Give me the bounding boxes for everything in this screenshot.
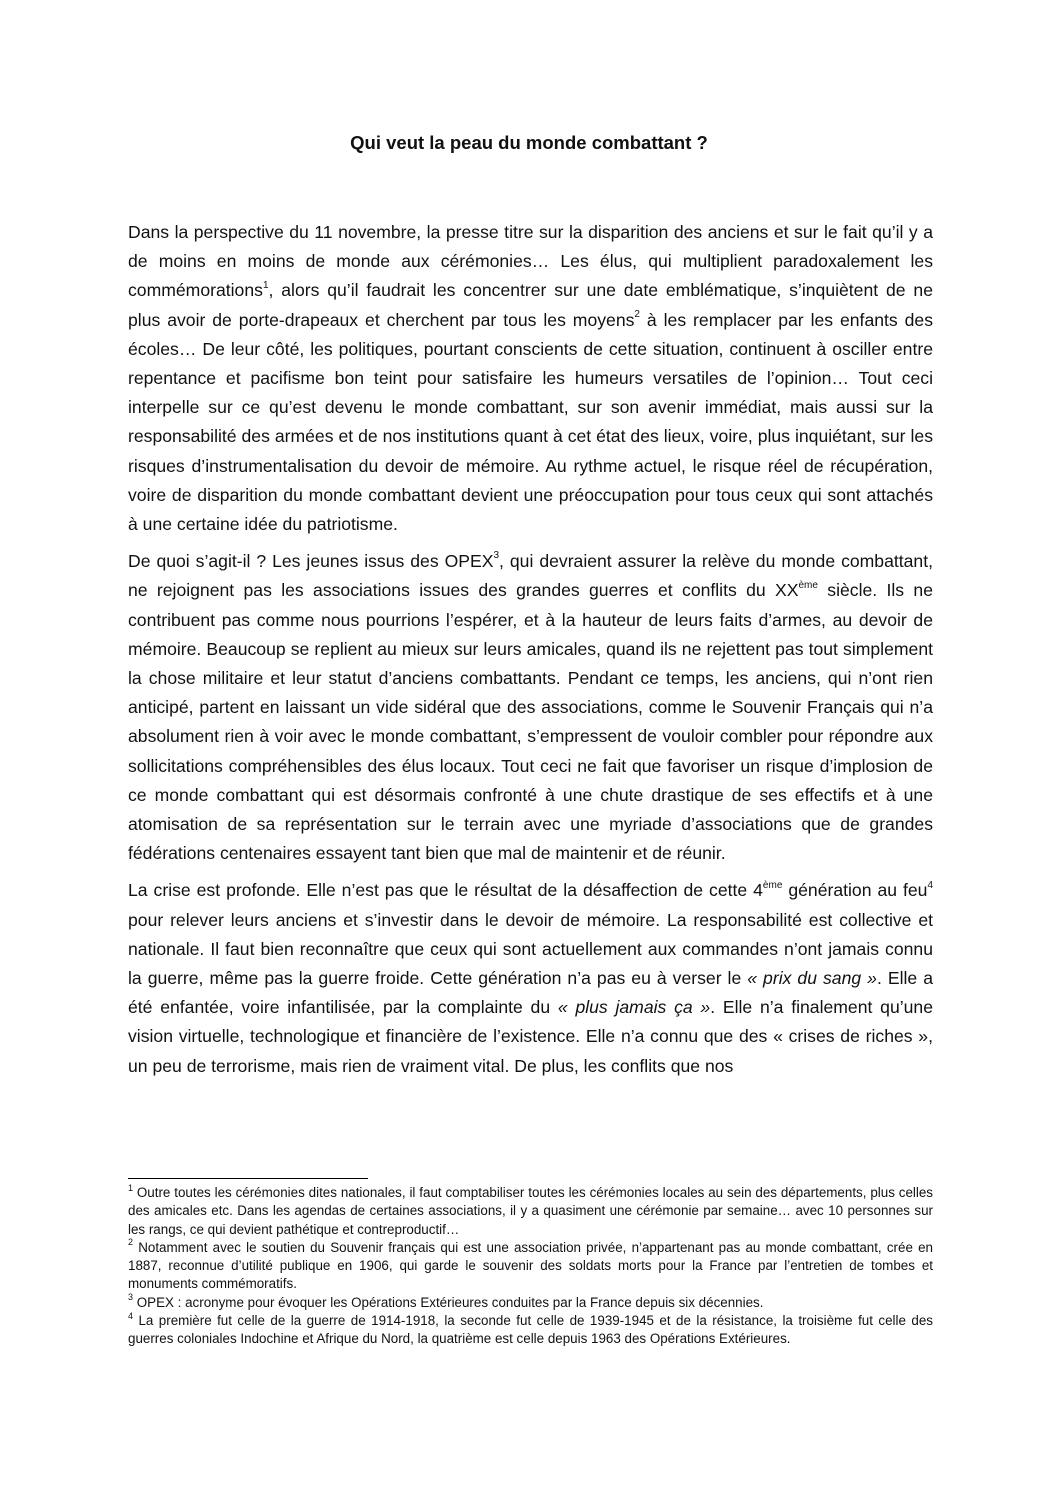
footnote-4 [128,1312,933,1349]
quoted-phrase: « prix du sang » [747,968,877,989]
footnote-3 [128,1294,933,1312]
footnote-text: Notamment avec le soutien du Souvenir français qui est une association privée, n’appartenant pas au monde combattant, crée en 1887, reconnue d’utilité publique en 1906, qui garde le souvenir des soldats morts pour la France par l’entretien de tombes et monuments commémoratifs. [128,1239,933,1292]
ordinal-superscript: ème [762,879,783,891]
footnote-ref-3: 3 [493,550,500,562]
ordinal-superscript: ème [798,579,818,591]
footnote-number: 2 [128,1237,134,1248]
paragraph-text: La crise est profonde. Elle n’est pas que le résultat de la désaffection de cette 4 [128,880,763,901]
footnote-2 [128,1239,933,1294]
footnote-1 [128,1184,933,1239]
footnote-ref-4: 4 [927,879,934,891]
paragraph-1 [128,218,933,539]
paragraph-text: . Elle a été enfantée, voire infantilisée, par la complainte du [128,968,933,1018]
quoted-phrase: « plus jamais ça » [557,997,711,1018]
footnote-text: Outre toutes les cérémonies dites nationales, il faut comptabiliser toutes les cérémonies locales au sein des départements, plus celles des amicales etc. Dans les agendas de certaines associations, il y a quasiment une cérémonie par semaine… avec 10 personnes sur les rangs, ce qui devient pathétique et contreproductif… [128,1185,933,1237]
paragraph-text: pour relever leurs anciens et s’investir dans le devoir de mémoire. La responsabilité est collective et nationale. Il faut bien reconnaître que ceux qui sont actuellement aux commandes n’ont jamais connu la guerre, même pas la guerre froide. Cette génération n’a pas eu à verser le [128,909,933,989]
footnote-number: 3 [128,1292,134,1303]
footnote-text: OPEX : acronyme pour évoquer les Opérations Extérieures conduites par la France depuis six décennies. [133,1294,764,1310]
paragraph-text: Dans la perspective du 11 novembre, la presse titre sur la disparition des anciens et sur le fait qu’il y a de moins en moins de monde aux cérémonies… Les élus, qui multiplient paradoxalement les commémorations [128,222,933,301]
footnote-number: 1 [128,1182,134,1193]
paragraph-3 [128,876,933,1080]
footnotes-section [128,1184,933,1349]
footnote-text: La première fut celle de la guerre de 1914-1918, la seconde fut celle de 1939-1945 et de la résistance, la troisième fut celle des guerres coloniales Indochine et Afrique du Nord, la quatrième est celle depuis 1963 des Opérations Extérieures. [128,1313,933,1347]
paragraph-text: , alors qu’il faudrait les concentrer sur une date emblématique, s’inquiètent de ne plus avoir de porte-drapeaux et cherchent par tous les moyens [128,280,933,330]
footnote-ref-1: 1 [262,279,269,291]
paragraph-text: De quoi s’agit-il ? Les jeunes issus des OPEX [128,551,494,572]
paragraph-text: . Elle n’a finalement qu’une vision virtuelle, technologique et financière de l’existence. Elle n’a connu que des « crises de riches », un peu de terrorisme, mais rien de vraiment vital. De plus, les conflits que nos [128,997,933,1076]
paragraph-2 [128,547,933,868]
paragraph-text: à les remplacer par les enfants des écoles… De leur côté, les politiques, pourtant conscients de cette situation, continuent à osciller entre repentance et pacifisme bon teint pour satisfaire les humeurs versatiles de l’opinion… Tout ceci interpelle sur ce qu’est devenu le monde combattant, sur son avenir immédiat, mais aussi sur la responsabilité des armées et de nos institutions quant à cet état des lieux, voire, plus inquiétant, sur les risques d’instrumentalisation du devoir de mémoire. Au rythme actuel, le risque réel de récupération, voire de disparition du monde combattant devient une préoccupation pour tous ceux qui sont attachés à une certaine idée du patriotisme. [128,309,933,535]
footnote-ref-2: 2 [634,308,640,320]
footnote-number: 4 [128,1310,134,1321]
paragraph-text: siècle. Ils ne contribuent pas comme nous pourrions l’espérer, et à la hauteur de leurs faits d’armes, au devoir de mémoire. Beaucoup se replient au mieux sur leurs amicales, quand ils ne rejettent pas tout simplement la chose militaire et leur statut d’anciens combattants. Pendant ce temps, les anciens, qui n’ont rien anticipé, partent en laissant un vide sidéral que des associations, comme le Souvenir Français qui n’a absolument rien à voir avec le monde combattant, s’empressent de vouloir combler pour répondre aux sollicitations compréhensibles des élus locaux. Tout ceci ne fait que favoriser un risque d’implosion de ce monde combattant qui est désormais confronté à une chute drastique de ses effectifs et à une atomisation de sa représentation sur le terrain avec une myriade d’associations que de grandes fédérations centenaires essayent tant bien que mal de maintenir et de réunir. [128,580,933,864]
paragraph-text: , qui devraient assurer la relève du monde combattant, ne rejoignent pas les associations issues des grandes guerres et conflits du XX [128,551,933,601]
footnote-separator [128,1178,368,1179]
page-title: Qui veut la peau du monde combattant ? [350,132,708,153]
paragraph-text: génération au feu [782,880,928,901]
article-body [128,218,933,1089]
